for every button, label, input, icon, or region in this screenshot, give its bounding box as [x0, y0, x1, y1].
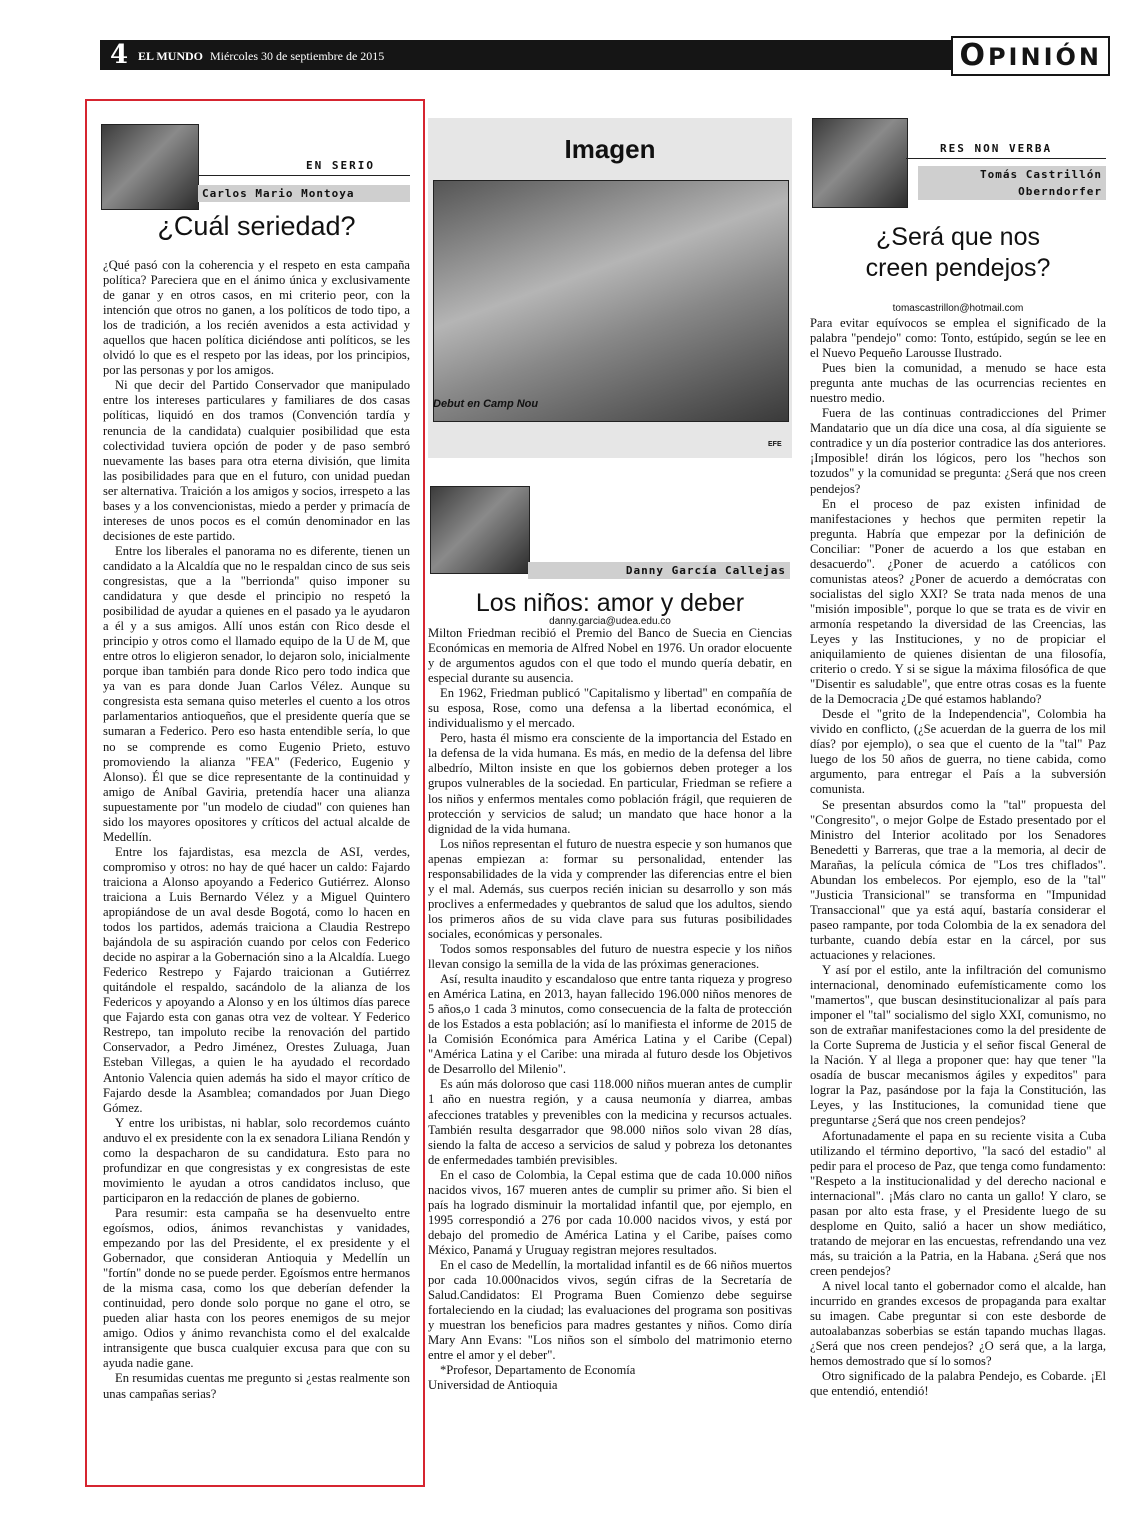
paragraph: Ni que decir del Partido Conservador que manipulado entre los intereses particulares y familiares de dos casas políticas, liquidó en dos tramos (Convención tardía y renuncia de la candidata) cualquier posibilidad que esta colectividad tuviera opción de poder y de paso sembró nuevamente las bases para otra eterna división, que limita las posibilidades para que en el futuro, con unidad puedan ser alternativa. Traición a los amigos y socios, irrespeto a las bases y a los convencionistas, miedo a perder y primacía de intereses de unos pocos es el común denominador en las decisiones de este partido.: [103, 378, 410, 543]
paragraph: Se presentan absurdos como la "tal" propuesta del "Congresito", o mejor Golpe de Estado presentado por el Ministro del Interior acolitado por los Senadores Benedetti y Barreras, que trae a la memoria, al decir de Marañas, la película cómica de "Los tres chiflados". Abundan los embelecos. Por ejemplo, eso de la "tal" "Justicia Transicional" se transforma en "Impunidad Transaccional" que ya está aquí, bastaría considerar el paseo rampante, por toda Colombia de la ex senadora del turbante, cuando debía estar en la cárcel, por sus actuaciones y relaciones.: [810, 797, 1106, 962]
paragraph: En 1962, Friedman publicó "Capitalismo y libertad" en compañía de su esposa, Rose, como una defensa a la libertad económica, el individualismo y el mercado.: [428, 686, 792, 731]
paragraph: Es aún más doloroso que casi 118.000 niños mueran antes de cumplir 1 año en nuestra región, y a causa neumonía y diarrea, ambas afecciones tratables y prevenibles con la medicina y recursos actuales. También resulta desgarrador que 98.000 niños solo vivan 28 días, siendo la falta de acceso a servicios de salud y pobreza los detonantes de enfermedades también previsibles.: [428, 1077, 792, 1167]
paragraph: Entre los liberales el panorama no es diferente, tienen un candidato a la Alcaldía que no le respaldan cinco de sus seis congresistas, que a la "berrionda" quiso imponer su candidatura y que desde el principio no respetó la posibilidad de ayudar a quienes en el pasado ya le ayudaron a él y a sus amigos. Allí unos están con Rico desde el principio y otros como el llamado equipo de la U de M, que entre otros lo eligieron senador, lo dejaron solo, inicialmente porque iban también para donde Rico pero todo indica que ya van es para donde Juan Carlos Vélez. Aunque su congresista esta semana quiso meterles el cuento a los otros parlamentarios antioqueños, que el presidente quería que se sumaran a Federico. Pero eso hasta entendible sería, lo que no se comprende es como Eugenio Prieto, estuvo promoviendo la alianza "FEA" (Federico, Eugenio y Alonso). Él que se dice representante de la continuidad y amigo de Aníbal Gaviria, pretendía hacer una alianza supuestamente por "un modelo de ciudad" con quienes han sido los mayores opositores y críticos del actual alcalde de Medellín.: [103, 543, 410, 844]
photo-caption: Debut en Camp Nou: [433, 398, 539, 410]
author-photo-castrillon: [812, 118, 908, 208]
author-name-line2: Oberndorfer: [918, 183, 1106, 200]
paragraph: En el proceso de paz existen infinidad de manifestaciones y hechos que permiten repetir la pregunta. Habría que empezar por la definición de Conciliar: "Poner de acuerdo a los que estaban en desacuerdo". ¿Poner de acuerdo a católicos con comunistas ateos? ¿Poner de acuerdo a demócratas con socialistas del siglo XXI? Se trata nada menos de una "misión imposible", porque lo que se trata es de vivir en armonía respetando la diversidad de las Creencias, las Leyes y las Instituciones, y no de propiciar el aniquilamiento de quienes disientan de una filosofía, criterio o credo. Y si se sigue la máxima filosófica de que "Disentir es saludable", que entre otras cosas es la fuente de la Democracia ¿De qué estamos hablando?: [810, 496, 1106, 707]
author-email: tomascastrillon@hotmail.com: [892, 303, 1024, 314]
paragraph: Desde el "grito de la Independencia", Colombia ha vivido en conflicto, (¿Se acuerdan de la guerra de los mil días? por ejemplo), o sea que el cuento de la "tal" Paz luego de los 50 años de guerra, no tiene cabida, como argumento, para entregar el País a la subversión comunista.: [810, 707, 1106, 797]
photo-camp-nou: [433, 180, 789, 422]
column-rule: [198, 175, 410, 176]
column-rule: [906, 158, 1106, 159]
paragraph: Otro significado de la palabra Pendejo, es Cobarde. ¡El que entendió, entendió!: [810, 1369, 1106, 1399]
footnote: *Profesor, Departamento de Economía: [440, 1363, 636, 1378]
author-photo-montoya: [101, 124, 199, 210]
title-line: ¿Será que nos: [876, 223, 1040, 251]
paragraph: Afortunadamente el papa en su reciente visita a Cuba utilizando el término deportivo, "la sacó del estadio" al pedir para el proceso de Paz, que tenga como fundamento: "Respeto a la institucionalidad y del derecho nacional e internacional". ¡Más claro no canta un gallo! Y claro, se pasan por alto esta frase, y el Presidente luego de su desplome en Quito, salió a hacer un show mediático, tratando de mejorar en las encuestas, refrendando una vez más, su traición a la Patria, en la Habana. ¿Será que nos creen pendejos?: [810, 1128, 1106, 1278]
paragraph: Pues bien la comunidad, a menudo se hace esta pregunta ante muchas de las ocurrencias recientes en nuestro medio.: [810, 361, 1106, 406]
image-heading: Imagen: [564, 134, 656, 164]
paragraph: En el caso de Colombia, la Cepal estima que de cada 10.000 niños nacidos vivos, 167 mueren antes de cumplir su primer año. Si bien el país ha logrado disminuir la mortalidad infantil que, por ejemplo, en 1995 correspondió a 276 por cada 10.000 nacidos vivos, y está por debajo del promedio de América Latina y el Caribe, países como México, Panamá y Uruguay registran mejores resultados.: [428, 1167, 792, 1257]
section-initial: O: [959, 38, 988, 73]
newspaper-name: [138, 40, 384, 72]
page-header: [100, 38, 1110, 73]
paragraph: Todos somos responsables del futuro de nuestra especie y los niños llevan consigo la semilla de la vida de las próximas generaciones.: [428, 941, 792, 972]
paragraph: Los niños representan el futuro de nuestra especie y son humanos que apenas empiezan a: formar su personalidad, entender las responsabilidades de la vida y comprender las diferencias entre el bien y el mal. Además, sus cuerpos recién inician su desarrollo y son más proclives a enfermedades y quebrantos de salud que los adultos, siendo los primeros años de su vida clave para sus futuras posibilidades sociales, económicas y personales.: [428, 836, 792, 941]
paragraph: Entre los fajardistas, esa mezcla de ASI, verdes, compromiso y otros: no hay de qué hacer un caldo: Fajardo traiciona a Alonso apoyando a Federico Gutiérrez. Alonso traiciona a Luis Bernardo Vélez y a Miguel Quintero apropiándose de un aval desde Bogotá, como lo hacen en todos los partidos, además traiciona a Claudia Restrepo bajándola de su aspiración cuando por celos con Federico decide no aspirar a la Gobernación sino a la Alcaldía. Luego Federico Restrepo y Fajardo traicionan a Gutiérrez quitándole el respaldo, sacándolo de la alianza de los Federicos y apoyando a Alonso y en los últimos días parece que Fajardo esta con ganas otra vez de voltear. Y Federico Restrepo, tan impoluto recibe la renovación del partido Conservador, a Pedro Jiménez, Orestes Zuluaga, Juan Esteban Villegas, a quien le ha ayudado el recordado Antonio Valencia quien además ha sido el mayor crítico de Fajardo desde la Asamblea; comandados por Juan Diego Gómez.: [103, 844, 410, 1115]
paragraph: Pero, hasta él mismo era consciente de la importancia del Estado en la defensa de la vida humana. Es más, en medio de la defensa del libre albedrío, Milton insiste en que los gobiernos deben proteger a los grupos vulnerables de la sociedad. En particular, Friedman se refiere a los niños y enfermos mentales como población frágil, que requieren de protección y servicios de salud; un mandato que hace honor a la dignidad de la vida humana.: [428, 731, 792, 836]
paragraph: En el caso de Medellín, la mortalidad infantil es de 66 niños muertos por cada 10.000nacidos vivos, según cifras de la Secretaría de Salud.Candidatos: El Programa Buen Comienzo debe seguirse fortaleciendo en la ciudad; las evaluaciones del programa son positivas y muestran los beneficios para madres gestantes y niños. Como diría Mary Ann Evans: "Los niños son el símbolo del matrimonio eterno entre el amor y el deber".: [428, 1257, 792, 1363]
article-body-col1: [103, 258, 410, 1402]
issue-date: Miércoles 30 de septiembre de 2015: [210, 49, 385, 63]
paper-name: EL MUNDO: [138, 49, 204, 63]
title-line: creen pendejos?: [865, 254, 1051, 282]
paragraph: A nivel local tanto el gobernador como el alcalde, han incurrido en grandes excesos de propaganda para exaltar su imagen. Cabe preguntar si con este desborde de autoalabanzas soberbias se están tapando muchas llagas. ¿Será que nos creen pendejos? ¿O será que, a la larga, hemos demostrado que sí lo somos?: [810, 1279, 1106, 1369]
section-rest: PINIÓN: [987, 43, 1102, 71]
paragraph: ¿Qué pasó con la coherencia y el respeto en esta campaña política? Pareciera que en el ánimo única y exclusivamente de ganar y en otros casos, en mi criterio peor, con la intención que otros no ganen, a los políticos de todo tipo, a los de tradición, a los recién avenidos a esta actividad y aquellos que hacen política diciéndose anti políticos, se les olvidó lo que es el respeto por las ideas, por los principios, por las personas y por los amigos.: [103, 258, 410, 378]
column-name: EN SERIO: [306, 159, 375, 172]
author-photo-garcia: [430, 486, 530, 574]
article-body-col3: [810, 316, 1106, 1399]
article-title: Los niños: amor y deber: [475, 589, 745, 617]
page-number: 4: [110, 40, 129, 70]
paragraph: Fuera de las continuas contradicciones del Primer Mandatario que un día dice una cosa, al día siguiente se contradice y un día posterior contradice las dos anteriores. ¡Imposible! dirán los lógicos, pero los "hechos son tozudos" y la comunidad se pregunta: ¿Será que nos creen pendejos?: [810, 406, 1106, 496]
paragraph: Milton Friedman recibió el Premio del Banco de Suecia en Ciencias Económicas en memoria de Alfred Nobel en 1976. Un orador elocuente y de argumentos agudos con el que todo el mundo quería debatir, en especial durante su ausencia.: [428, 626, 792, 686]
paragraph: Para resumir: esta campaña se ha desenvuelto entre egoísmos, odios, ánimos revanchistas y vanidades, empezando por las del Presidente, el ex presidente y el Gobernador, que consideran Antioquia y Medellín un "fortín" donde no se puede perder. Egoísmos entre hermanos de la misma casa, como los que deberían defender la continuidad, pero donde solo porque no gane el otro, se pueden aliar hasta con los peores enemigos de su mejor amigo. Odios y ánimo revanchista como el del exalcalde intransigente que busca cualquier excusa para que con su ayuda nadie gane.: [103, 1205, 410, 1371]
column-name: RES NON VERBA: [940, 142, 1053, 155]
paragraph: Para evitar equívocos se emplea el significado de la palabra "pendejo" como: Tonto, estúpido, según se lee en el Nuevo Pequeño Larousse Ilustrado.: [810, 316, 1106, 361]
article-title: [810, 222, 1106, 284]
article-body-col2: [428, 626, 792, 1393]
photo-credit: EFE: [768, 441, 782, 448]
section-label: [951, 36, 1110, 76]
paragraph: Y así por el estilo, ante la infiltración del comunismo internacional, denominado eufemísticamente como los "mamertos", que buscan desinstitucionalizar al país para imponer el "tal" socialismo del siglo XXI, comunismo, no son de extrañar manifestaciones como la del presidente de la Corte Suprema de Justicia y el señor fiscal General de la Nación. Y al llega a proponer que: hay que tener "la osadía de buscar mecanismos ágiles y expeditos" para lograr la Paz, pasándose por la faja la Constitución, las Leyes, y las Instituciones, la comunidad tiene que preguntarse ¿Será que nos creen pendejos?: [810, 963, 1106, 1128]
author-name-line1: Tomás Castrillón: [918, 166, 1106, 183]
author-name: Carlos Mario Montoya: [198, 185, 410, 202]
footnote: Universidad de Antioquia: [428, 1378, 558, 1393]
paragraph: Así, resulta inaudito y escandaloso que entre tanta riqueza y progreso en América Latina, en 2013, hayan fallecido 196.000 niños menores de 5 años,o 1 cada 3 minutos, como consecuencia de la falta de protección de los Estados a esta población; así lo manifiesta el informe de 2015 de la Comisión Económica para América Latina y el Caribe (Cepal) "América Latina y el Caribe: una mirada al futuro desde los Objetivos de Desarrollo del Milenio".: [428, 972, 792, 1077]
article-title: ¿Cuál seriedad?: [157, 211, 356, 241]
author-email: danny.garcia@udea.edu.co: [549, 616, 671, 627]
author-name: Danny García Callejas: [528, 562, 790, 579]
paragraph: En resumidas cuentas me pregunto si ¿estas realmente son unas campañas serias?: [103, 1371, 410, 1401]
paragraph: Y entre los uribistas, ni hablar, solo recordemos cuánto anduvo el ex presidente con la ex senadora Liliana Rendón y como la despacharon de su candidatura. Esto para no profundizar en que congresistas y ex congresistas de este movimiento le ayudan a otros candidatos incluso, que participaron en la redacción de planes de gobierno.: [103, 1115, 410, 1205]
